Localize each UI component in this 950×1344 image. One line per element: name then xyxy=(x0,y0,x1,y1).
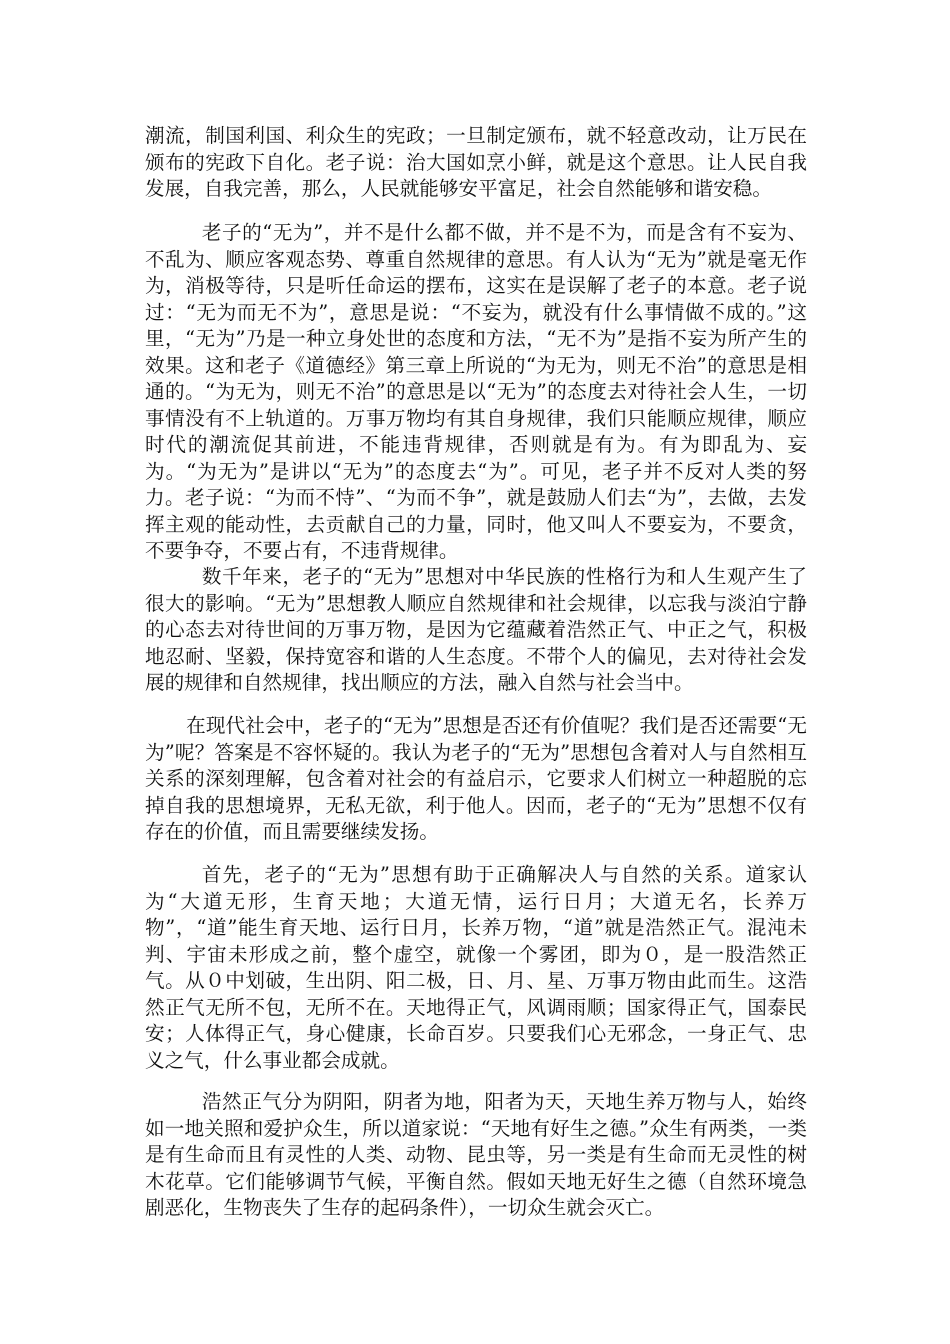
paragraph-modern-value: 在现代社会中，老子的“无为”思想是否还有价值呢？我们是否还需要“无为”呢？答案是不容怀疑的。我认为老子的“无为”思想包含着对人与自然相互关系的深刻理解，包含着对社会的有益启示，它要求人们树立一种超脱的忘掉自我的思想境界，无私无欲，利于他人。因而，老子的“无为”思想不仅有存在的价值，而且需要继续发扬。 xyxy=(145,714,807,843)
paragraph-human-nature: 首先，老子的“无为”思想有助于正确解决人与自然的关系。道家认为“大道无形，生育天地；大道无情，运行日月；大道无名，长养万物”，“道”能生育天地、运行日月，长养万物，“道”就是浩然正气。混沌未判、宇宙未形成之前，整个虚空，就像一个雾团，即为０，是一股浩然正气。从０中划破，生出阴、阳二极，日、月、星、万事万物由此而生。这浩然正气无所不包，无所不在。天地得正气，风调雨顺；国家得正气，国泰民安；人体得正气，身心健康，长命百岁。只要我们心无邪念，一身正气、忠义之气，什么事业都会成就。 xyxy=(145,863,807,1072)
paragraph-righteous-qi: 浩然正气分为阴阳，阴者为地，阳者为天，天地生养万物与人，始终如一地关照和爱护众生，所以道家说：“天地有好生之德。”众生有两类，一类是有生命而且有灵性的人类、动物、昆虫等，另一类是有生命而无灵性的树木花草。它们能够调节气候，平衡自然。假如天地无好生之德（自然环境急剧恶化，生物丧失了生存的起码条件），一切众生就会灭亡。 xyxy=(145,1090,807,1219)
paragraph-continuation: 潮流，制国利国、利众生的宪政；一旦制定颁布，就不轻意改动，让万民在颁布的宪政下自化。老子说：治大国如烹小鲜，就是这个意思。让人民自我发展，自我完善，那么，人民就能够安平富足，社会自然能够和谐安稳。 xyxy=(145,124,807,200)
paragraph-wuwei-meaning: 老子的“无为”，并不是什么都不做，并不是不为，而是含有不妄为、不乱为、顺应客观态势、尊重自然规律的意思。有人认为“无为”就是毫无作为，消极等待，只是听任命运的摆布，这实在是误解了老子的本意。老子说过：“无为而无不为”，意思是说：“不妄为，就没有什么事情做不成的。”这里，“无为”乃是一种立身处世的态度和方法，“无不为”是指不妄为所产生的效果。这和老子《道德经》第三章上所说的“为无为，则无不治”的意思是相通的。“为无为，则无不治”的意思是以“无为”的态度去对待社会人生，一切事情没有不上轨道的。万事万物均有其自身规律，我们只能顺应规律，顺应时代的潮流促其前进，不能违背规律，否则就是有为。有为即乱为、妄为。“为无为”是讲以“无为”的态度去“为”。可见，老子并不反对人类的努力。老子说：“为而不恃”、“为而不争”，就是鼓励人们去“为”，去做，去发挥主观的能动性，去贡献自己的力量，同时，他又叫人不要妄为，不要贪，不要争夺，不要占有，不违背规律。 xyxy=(145,221,807,562)
paragraph-influence: 数千年来，老子的“无为”思想对中华民族的性格行为和人生观产生了很大的影响。“无为”思想教人顺应自然规律和社会规律，以忘我与淡泊宁静的心态去对待世间的万事万物，是因为它蕴藏着浩然正气、中正之气，积极地忍耐、坚毅，保持宽容和谐的人生态度。不带个人的偏见，去对待社会发展的规律和自然规律，找出顺应的方法，融入自然与社会当中。 xyxy=(145,565,807,694)
